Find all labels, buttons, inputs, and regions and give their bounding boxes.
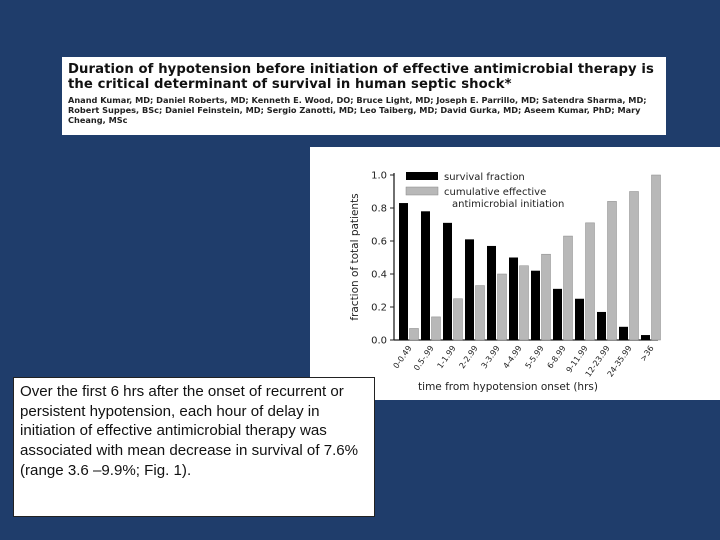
bar-survival	[575, 299, 584, 340]
bar-survival	[531, 271, 540, 340]
x-category-label: 2-2.99	[457, 343, 480, 371]
paper-header	[62, 57, 666, 135]
legend-swatch	[406, 187, 438, 195]
y-tick-label: 0.4	[371, 269, 387, 281]
bar-antimicrobial	[520, 266, 529, 340]
bar-antimicrobial	[498, 274, 507, 340]
x-category-label: 1-1.99	[435, 343, 458, 371]
x-category-label: 0.5-.99	[412, 343, 436, 373]
bar-survival	[487, 246, 496, 340]
bar-antimicrobial	[564, 236, 573, 340]
paper-authors: Anand Kumar, MD; Daniel Roberts, MD; Kenneth E. Wood, DO; Bruce Light, MD; Joseph E. Parrillo, MD; Satendra Sharma, MD; Robert Suppes, BSc; Daniel Feinstein, MD; Sergio Zanotti, MD; Leo Taiberg, MD; David Gurka, MD; Aseem Kumar, PhD; Mary Cheang, MSc	[68, 95, 647, 125]
chart-panel	[310, 147, 720, 400]
bar-antimicrobial	[432, 317, 441, 340]
x-category-label: >36	[638, 343, 656, 363]
x-axis-title: time from hypotension onset (hrs)	[418, 381, 598, 393]
y-tick-label: 0.2	[371, 302, 387, 314]
x-categories	[391, 344, 655, 379]
bar-antimicrobial	[542, 254, 551, 340]
caption-text: Over the first 6 hrs after the onset of recurrent or persistent hypotension, each hour of delay in initiation of effective antimicrobial therapy was associated with mean decrease in survival of 7.6% (range 3.6 –9.9%; Fig. 1).	[20, 383, 359, 479]
legend-label: antimicrobial initiation	[452, 199, 565, 210]
x-category-label: 4-4.99	[501, 343, 524, 371]
y-tick-label: 0.8	[371, 203, 387, 215]
x-category-label: 6-8.99	[545, 343, 568, 371]
bar-survival	[553, 289, 562, 340]
x-category-label: 24-35.99	[605, 343, 634, 379]
bar-antimicrobial	[652, 175, 661, 340]
bar-survival	[597, 312, 606, 340]
legend	[406, 172, 564, 210]
bar-antimicrobial	[630, 192, 639, 341]
y-tick-label: 0.6	[371, 236, 387, 248]
bar-antimicrobial	[608, 201, 617, 340]
y-tick-label: 0.0	[371, 335, 387, 347]
x-category-label: 5-5.99	[523, 343, 546, 371]
legend-swatch	[406, 172, 438, 180]
bar-survival	[465, 239, 474, 340]
bar-survival	[421, 211, 430, 340]
x-category-label: 12-23.99	[583, 343, 612, 379]
caption-box	[13, 377, 375, 517]
bar-survival	[641, 335, 650, 340]
y-axis-title: fraction of total patients	[349, 193, 361, 321]
x-category-label: 3-3.99	[479, 343, 502, 371]
bar-antimicrobial	[454, 299, 463, 340]
paper-title: Duration of hypotension before initiation of effective antimicrobial therapy is the critical determinant of survival in human septic shock*	[68, 62, 654, 92]
y-tick-label: 1.0	[371, 170, 387, 182]
bar-survival	[399, 203, 408, 340]
bar-survival	[443, 223, 452, 340]
legend-label: survival fraction	[444, 172, 525, 183]
x-category-label: 9-11.99	[564, 343, 590, 375]
bar-antimicrobial	[410, 328, 419, 340]
y-ticks	[371, 171, 394, 347]
legend-label: cumulative effective	[444, 187, 547, 198]
bar-antimicrobial	[586, 223, 595, 340]
bar-chart	[310, 147, 720, 400]
x-category-label: 0-0.49	[391, 343, 414, 371]
bar-antimicrobial	[476, 286, 485, 340]
bar-survival	[509, 258, 518, 341]
bar-survival	[619, 327, 628, 340]
